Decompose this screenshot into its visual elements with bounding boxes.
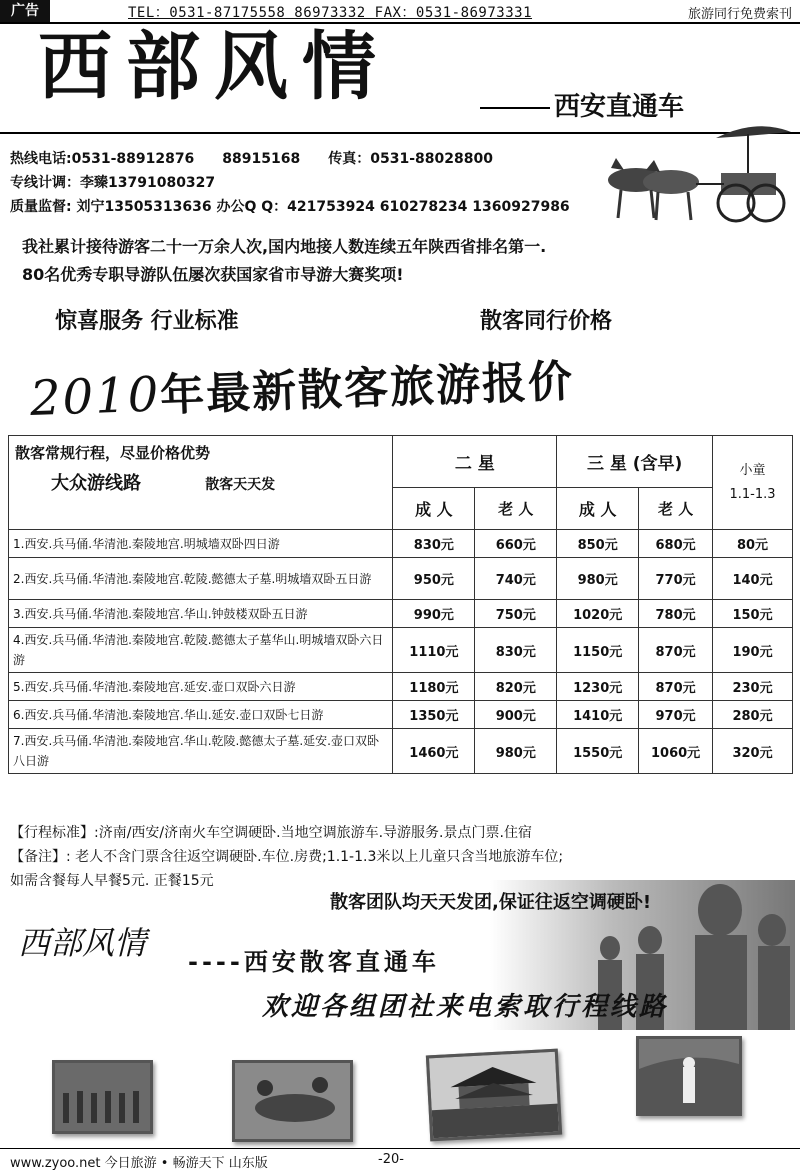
brand-tagline: ----西安散客直通车	[188, 948, 440, 976]
price-cell: 900元	[475, 701, 557, 729]
table-header-row-1	[9, 436, 793, 488]
price-cell: 870元	[639, 673, 713, 701]
price-cell: 320元	[713, 729, 793, 774]
meal-note: 如需含餐每人早餐5元. 正餐15元	[10, 873, 214, 889]
footer-divider	[0, 1148, 800, 1149]
table-intro	[9, 436, 393, 530]
service-slogan: 惊喜服务 行业标准	[55, 309, 239, 334]
price-cell: 1150元	[557, 628, 639, 673]
table-row	[9, 729, 793, 774]
child-header	[713, 436, 793, 530]
price-cell: 970元	[639, 701, 713, 729]
price-cell: 1350元	[393, 701, 475, 729]
adult-header: 成 人	[393, 488, 475, 530]
table-row	[9, 558, 793, 600]
child-label: 小童	[739, 462, 766, 478]
table-row	[9, 600, 793, 628]
price-cell: 1410元	[557, 701, 639, 729]
price-cell: 150元	[713, 600, 793, 628]
adult-header: 成 人	[557, 488, 639, 530]
route-name: 6.西安.兵马俑.华清池.秦陵地宫.华山.延安.壶口双卧七日游	[9, 701, 393, 729]
supervisor-info: 质量监督: 刘宁13505313636 办公Q Q：421753924 610278234 1360927986	[10, 199, 570, 215]
two-star-header: 二 星	[393, 436, 557, 488]
dash-line	[480, 107, 550, 109]
route-name: 7.西安.兵马俑.华清池.秦陵地宫.华山.乾陵.懿德太子墓.延安.壶口双卧八日游	[9, 729, 393, 774]
route-name: 5.西安.兵马俑.华清池.秦陵地宫.延安.壶口双卧六日游	[9, 673, 393, 701]
footer-text: www.zyoo.net 今日旅游 • 畅游天下 山东版	[10, 1156, 268, 1171]
price-cell: 660元	[475, 530, 557, 558]
price-cell: 680元	[639, 530, 713, 558]
price-cell: 80元	[713, 530, 793, 558]
intro-category: 大众游线路	[51, 473, 141, 494]
price-cell: 1550元	[557, 729, 639, 774]
itinerary-standard-note: 【行程标准】:济南/西安/济南火车空调硬卧.当地空调旅游车.导游服务.景点门票.住宿	[10, 825, 532, 841]
achievement-line-1: 我社累计接待游客二十一万余人次,国内地接人数连续五年陕西省排名第一.	[22, 237, 547, 256]
table-row	[9, 701, 793, 729]
price-cell: 280元	[713, 701, 793, 729]
price-cell: 1020元	[557, 600, 639, 628]
price-table	[8, 435, 793, 774]
price-cell: 740元	[475, 558, 557, 600]
price-cell: 980元	[557, 558, 639, 600]
route-name: 1.西安.兵马俑.华清池.秦陵地宫.明城墙双卧四日游	[9, 530, 393, 558]
intro-line: 散客常规行程，尽显价格优势	[15, 444, 211, 462]
price-cell: 1180元	[393, 673, 475, 701]
hotline-info: 热线电话:0531-88912876 88915168 传真：0531-88028800	[10, 151, 493, 167]
brand-title: 西部风情	[38, 24, 390, 110]
price-cell: 870元	[639, 628, 713, 673]
price-cell: 1230元	[557, 673, 639, 701]
price-cell: 980元	[475, 729, 557, 774]
ad-tag: 广告	[0, 0, 50, 22]
warrior-pit-photo	[52, 1060, 153, 1134]
price-cell: 820元	[475, 673, 557, 701]
planner-info: 专线计调：李臻13791080327	[10, 175, 216, 191]
price-cell: 190元	[713, 628, 793, 673]
table-row	[9, 530, 793, 558]
price-cell: 830元	[475, 628, 557, 673]
senior-header: 老 人	[639, 488, 713, 530]
welcome-message: 欢迎各组团社来电索取行程线路	[262, 992, 669, 1022]
price-cell: 770元	[639, 558, 713, 600]
route-name: 3.西安.兵马俑.华清池.秦陵地宫.华山.钟鼓楼双卧五日游	[9, 600, 393, 628]
table-row	[9, 673, 793, 701]
intro-departure: 散客天天发	[205, 477, 276, 493]
price-cell: 1110元	[393, 628, 475, 673]
title-year: 2010	[29, 366, 162, 427]
three-star-header: 三 星 (含早)	[557, 436, 713, 488]
achievement-line-2: 80名优秀专职导游队伍屡次获国家省市导游大赛奖项!	[22, 265, 404, 284]
statue-photo	[636, 1036, 742, 1116]
magazine-tagline: 旅游同行免费索刊	[687, 7, 792, 22]
price-cell: 990元	[393, 600, 475, 628]
price-cell: 750元	[475, 600, 557, 628]
remark-note: 【备注】: 老人不含门票含往返空调硬卧.车位.房费;1.1-1.3米以上儿童只含当地旅游车位;	[10, 849, 564, 865]
price-list-title	[29, 345, 575, 428]
page-number: -20-	[378, 1152, 404, 1167]
route-name: 2.西安.兵马俑.华清池.秦陵地宫.乾陵.懿德太子墓.明城墙双卧五日游	[9, 558, 393, 600]
price-cell: 780元	[639, 600, 713, 628]
price-cell: 230元	[713, 673, 793, 701]
route-name: 4.西安.兵马俑.华清池.秦陵地宫.乾陵.懿德太子墓华山.明城墙双卧六日游	[9, 628, 393, 673]
brand-subtitle-text: 西安直通车	[554, 92, 685, 122]
price-cell: 1460元	[393, 729, 475, 774]
title-rest: 年最新散客旅游报价	[159, 356, 575, 422]
price-rows	[9, 530, 793, 774]
excavation-photo	[232, 1060, 353, 1142]
terracotta-chariot-illustration	[596, 118, 796, 228]
table-row	[9, 628, 793, 673]
brand-logo-script: 西部风情	[18, 924, 147, 962]
price-cell: 1060元	[639, 729, 713, 774]
child-height-range: 1.1-1.3	[729, 486, 776, 502]
senior-header: 老 人	[475, 488, 557, 530]
price-cell: 140元	[713, 558, 793, 600]
city-wall-tower-photo	[426, 1049, 562, 1142]
contact-line	[128, 2, 532, 22]
contact-numbers: TEL：0531-87175558 86973332 FAX：0531-86973331	[128, 5, 533, 21]
promo-banner: 散客团队均天天发团,保证往返空调硬卧!	[330, 892, 652, 913]
price-slogan: 散客同行价格	[480, 309, 613, 334]
price-cell: 850元	[557, 530, 639, 558]
price-cell: 950元	[393, 558, 475, 600]
price-cell: 830元	[393, 530, 475, 558]
